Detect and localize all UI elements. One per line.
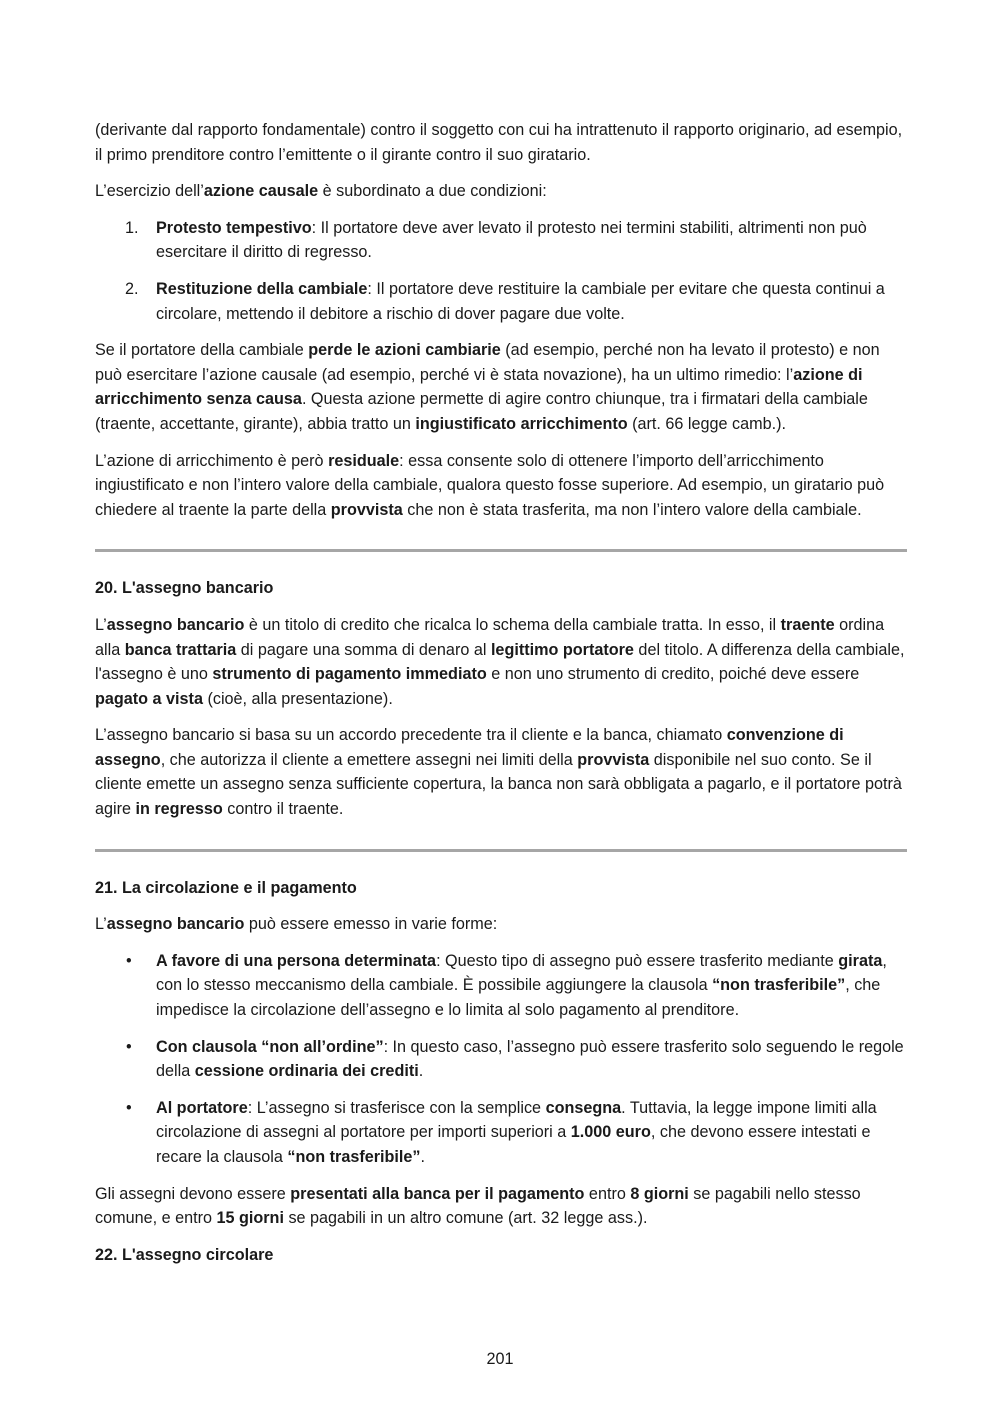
paragraph-residuale: L’azione di arricchimento è però residuale: essa consente solo di ottenere l’importo dell’arricchimento ingiustificato e non l’intero valore della cambiale, qualora questo fosse superiore. Ad esempio, un giratario può chiedere al traente la parte della provvista che non è stata trasferita, ma non l’intero valore della cambiale. xyxy=(95,451,885,519)
section-heading-20: 20. L'assegno bancario xyxy=(95,579,274,598)
section-divider xyxy=(95,849,907,852)
document-page xyxy=(95,118,907,1279)
bullet-icon: • xyxy=(126,1098,132,1117)
list-item: • A favore di una persona determinata: Questo tipo di assegno può essere trasferito mediante girata, con lo stesso meccanismo della cambiale. È possibile aggiungere la clausola “non trasferibile”, che impedisce la circolazione dell’assegno e lo limita al solo pagamento al prenditore. xyxy=(95,949,907,1023)
paragraph-presentazione: Gli assegni devono essere presentati alla banca per il pagamento entro 8 giorni se pagabili nello stesso comune, e entro 15 giorni se pagabili in un altro comune (art. 32 legge ass.). xyxy=(95,1184,861,1228)
list-item: 1. Protesto tempestivo: Il portatore deve aver levato il protesto nei termini stabiliti, altrimenti non può esercitare il diritto di regresso. xyxy=(125,218,867,262)
section-heading-21: 21. La circolazione e il pagamento xyxy=(95,878,357,897)
list-item: • Al portatore: L’assegno si trasferisce con la semplice consegna. Tuttavia, la legge impone limiti alla circolazione di assegni al portatore per importi superiori a 1.000 euro, che devono essere intestati e recare la clausola “non trasferibile”. xyxy=(95,1096,907,1170)
paragraph-assegno-bancario: L’assegno bancario è un titolo di credito che ricalca lo schema della cambiale tratta. In esso, il traente ordina alla banca trattaria di pagare una somma di denaro al legittimo portatore del titolo. A differenza della cambiale, l'assegno è uno strumento di pagamento immediato e non uno strumento di credito, poiché deve essere pagato a vista (cioè, alla presentazione). xyxy=(95,615,905,708)
bullet-icon: • xyxy=(126,1037,132,1056)
paragraph-azione-causale: L’esercizio dell’azione causale è subordinato a due condizioni: xyxy=(95,182,547,201)
list-item: • Con clausola “non all’ordine”: In questo caso, l’assegno può essere trasferito solo seguendo le regole della cessione ordinaria dei crediti. xyxy=(95,1035,907,1084)
section-heading-22: 22. L'assegno circolare xyxy=(95,1245,274,1264)
bullet-icon: • xyxy=(126,951,132,970)
page-number: 201 xyxy=(486,1350,514,1368)
bullet-list-forms xyxy=(95,949,907,1170)
list-item: 2. Restituzione della cambiale: Il portatore deve restituire la cambiale per evitare che questa continui a circolare, mettendo il debitore a rischio di dover pagare due volte. xyxy=(125,279,885,323)
numbered-list-conditions xyxy=(95,216,907,326)
paragraph-forme: L’assegno bancario può essere emesso in varie forme: xyxy=(95,915,498,934)
paragraph-arricchimento: Se il portatore della cambiale perde le azioni cambiarie (ad esempio, perché non ha levato il protesto) e non può esercitare l’azione causale (ad esempio, perché vi è stata novazione), ha un ultimo rimedio: l’azione di arricchimento senza causa. Questa azione permette di agire contro chiunque, tra i firmatari della cambiale (traente, accettante, girante), abbia tratto un ingiustificato arricchimento (art. 66 legge camb.). xyxy=(95,341,880,433)
section-divider xyxy=(95,549,907,552)
paragraph-continuation: (derivante dal rapporto fondamentale) contro il soggetto con cui ha intrattenuto il rapporto originario, ad esempio, il primo prenditore contro l’emittente o il girante contro il suo giratario. xyxy=(95,121,903,164)
paragraph-convenzione: L’assegno bancario si basa su un accordo precedente tra il cliente e la banca, chiamato convenzione di assegno, che autorizza il cliente a emettere assegni nei limiti della provvista disponibile nel suo conto. Se il cliente emette un assegno senza sufficiente copertura, la banca non sarà obbligata a pagarlo, e il portatore potrà agire in regresso contro il traente. xyxy=(95,726,902,819)
